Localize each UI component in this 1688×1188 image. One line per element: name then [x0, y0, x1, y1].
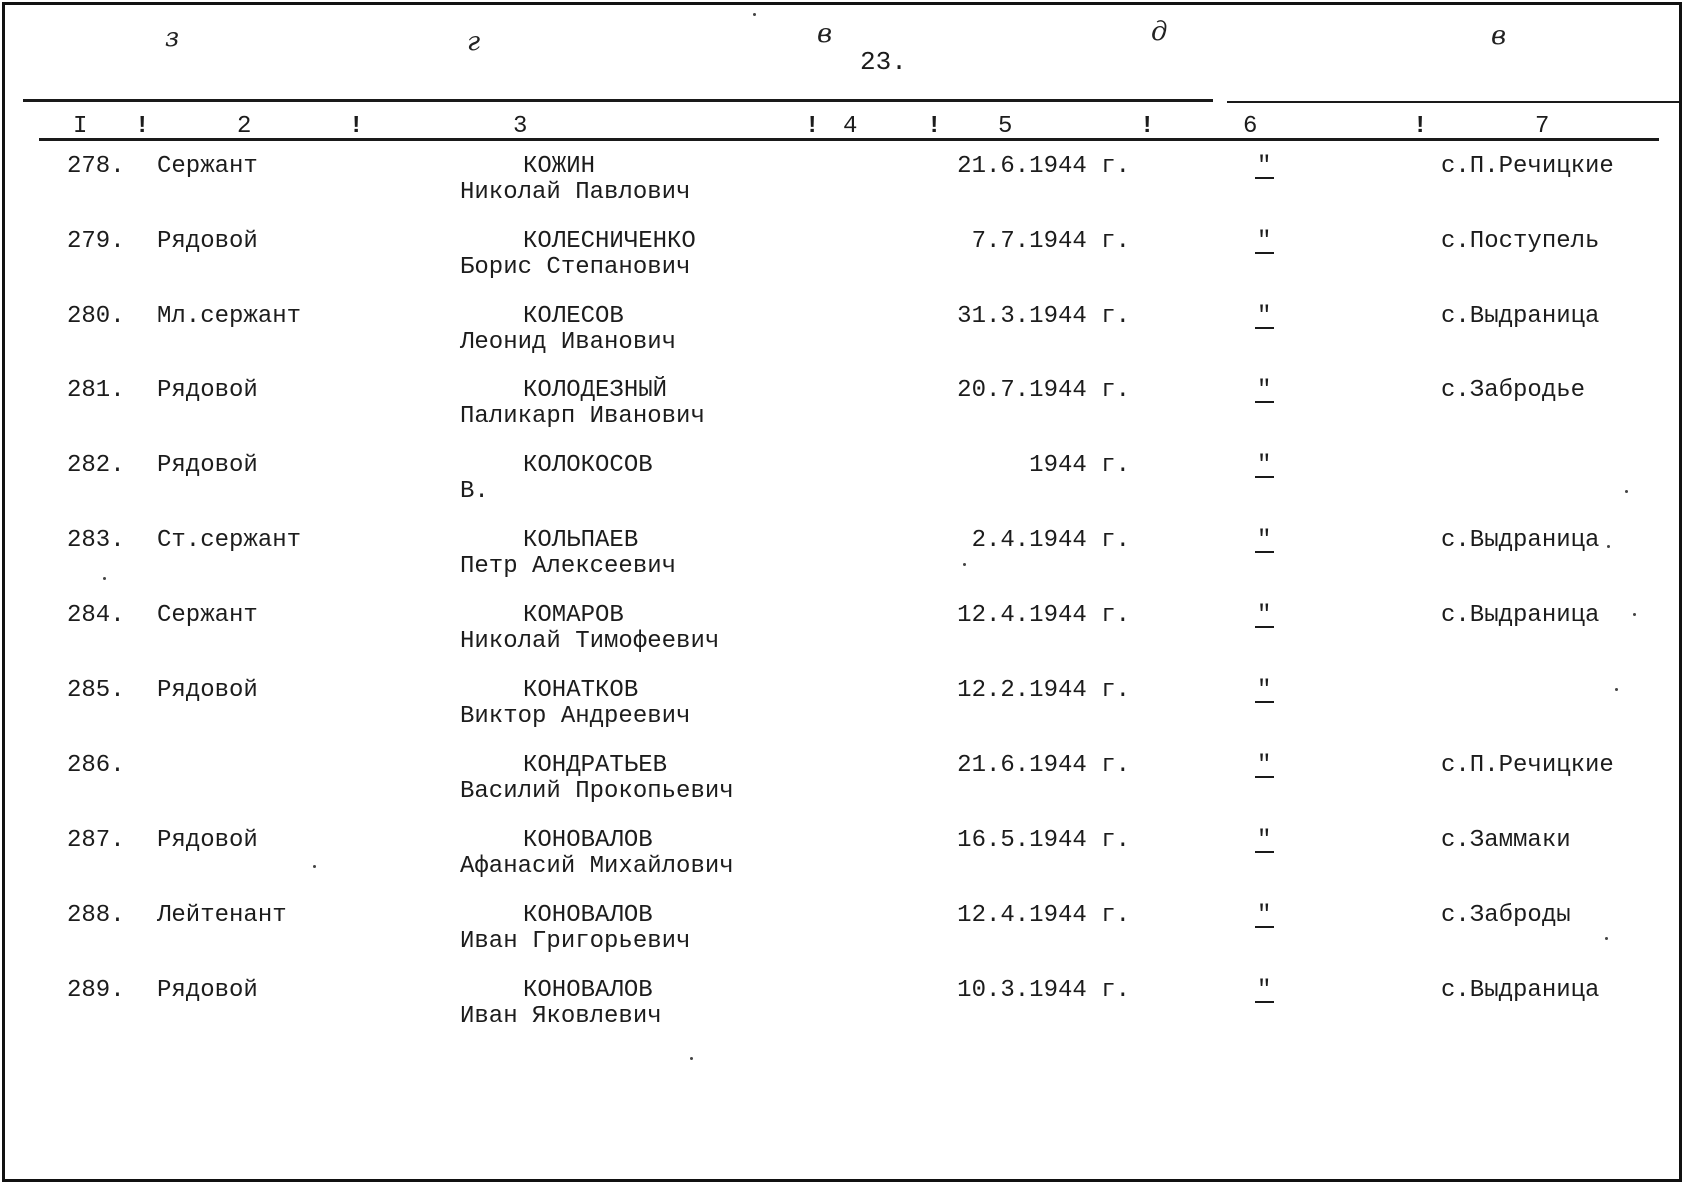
row-number: 282.: [67, 452, 125, 479]
given-name: Николай Павлович: [460, 179, 691, 206]
surname: КОЖИН: [523, 153, 596, 180]
scan-speck: [1607, 545, 1610, 548]
date: 12.2.1944 г.: [957, 677, 1130, 704]
col-separator: !: [1140, 113, 1155, 140]
rank: Рядовой: [157, 977, 258, 1004]
ditto-mark: ": [1257, 902, 1273, 929]
given-name: Борис Степанович: [460, 254, 691, 281]
col-number-3: 3: [513, 113, 528, 140]
ditto-mark: ": [1257, 827, 1273, 854]
place: с.П.Речицкие: [1441, 153, 1614, 180]
given-name: Паликарп Иванович: [460, 403, 705, 430]
ditto-mark: ": [1257, 377, 1273, 404]
place: с.Забродье: [1441, 377, 1586, 404]
row-number: 280.: [67, 303, 125, 330]
date: 10.3.1944 г.: [957, 977, 1130, 1004]
given-name: Николай Тимофеевич: [460, 628, 720, 655]
row-number: 284.: [67, 602, 125, 629]
surname: КОНОВАЛОВ: [523, 902, 653, 929]
table-row: [5, 752, 1682, 822]
table-row: [5, 902, 1682, 972]
handwritten-mark-1: з: [165, 23, 180, 53]
place: с.Заммаки: [1441, 827, 1571, 854]
row-number: 283.: [67, 527, 125, 554]
row-number: 285.: [67, 677, 125, 704]
row-number: 289.: [67, 977, 125, 1004]
table-row: [5, 602, 1682, 672]
row-number: 287.: [67, 827, 125, 854]
place: с.Выдраница: [1441, 527, 1600, 554]
table-row: [5, 677, 1682, 747]
ditto-mark: ": [1257, 977, 1273, 1004]
given-name: Иван Яковлевич: [460, 1003, 662, 1030]
place: с.П.Речицкие: [1441, 752, 1614, 779]
table-row: [5, 977, 1682, 1047]
handwritten-mark-2: г: [467, 27, 481, 57]
given-name: Афанасий Михайлович: [460, 853, 734, 880]
row-number: 281.: [67, 377, 125, 404]
surname: КОНОВАЛОВ: [523, 977, 653, 1004]
header-top-rule-left: [23, 99, 1213, 102]
rank: Сержант: [157, 602, 258, 629]
ditto-mark: ": [1257, 228, 1273, 255]
col-separator: !: [805, 113, 820, 140]
date: 16.5.1944 г.: [957, 827, 1130, 854]
row-number: 278.: [67, 153, 125, 180]
surname: КОНДРАТЬЕВ: [523, 752, 668, 779]
row-number: 288.: [67, 902, 125, 929]
scan-speck: [753, 13, 756, 16]
surname: КОЛЕСНИЧЕНКО: [523, 228, 696, 255]
date: 31.3.1944 г.: [957, 303, 1130, 330]
col-separator: !: [349, 113, 364, 140]
surname: КОЛЕСОВ: [523, 303, 624, 330]
surname: КОЛЬПАЕВ: [523, 527, 639, 554]
given-name: Иван Григорьевич: [460, 928, 691, 955]
place: с.Выдраница: [1441, 977, 1600, 1004]
surname: КОЛОДЕЗНЫЙ: [523, 377, 668, 404]
table-row: [5, 827, 1682, 897]
col-number-2: 2: [237, 113, 252, 140]
ditto-mark: ": [1257, 677, 1273, 704]
rank: Рядовой: [157, 228, 258, 255]
row-number: 286.: [67, 752, 125, 779]
date: 21.6.1944 г.: [957, 752, 1130, 779]
rank: Сержант: [157, 153, 258, 180]
date: 12.4.1944 г.: [957, 902, 1130, 929]
ditto-mark: ": [1257, 752, 1273, 779]
col-number-5: 5: [998, 113, 1013, 140]
rank: Рядовой: [157, 677, 258, 704]
rank: Рядовой: [157, 827, 258, 854]
ditto-mark: ": [1257, 303, 1273, 330]
surname: КОЛОКОСОВ: [523, 452, 653, 479]
col-number-7: 7: [1535, 113, 1550, 140]
ditto-mark: ": [1257, 527, 1273, 554]
rank: Ст.сержант: [157, 527, 302, 554]
rank: Рядовой: [157, 377, 258, 404]
scan-speck: [313, 865, 316, 868]
scan-speck: [1625, 490, 1628, 493]
date: 7.7.1944 г.: [971, 228, 1130, 255]
rank: Рядовой: [157, 452, 258, 479]
scan-speck: [690, 1057, 693, 1060]
handwritten-mark-5: в: [1491, 21, 1507, 51]
place: с.Выдраница: [1441, 602, 1600, 629]
given-name: Виктор Андреевич: [460, 703, 691, 730]
given-name: В.: [460, 478, 489, 505]
table-row: [5, 303, 1682, 373]
given-name: Леонид Иванович: [460, 329, 677, 356]
date: 21.6.1944 г.: [957, 153, 1130, 180]
place: с.Заброды: [1441, 902, 1571, 929]
rank: Лейтенант: [157, 902, 287, 929]
col-number-4: 4: [843, 113, 858, 140]
ditto-mark: ": [1257, 452, 1273, 479]
handwritten-mark-3: в: [817, 19, 833, 49]
surname: КОНОВАЛОВ: [523, 827, 653, 854]
row-number: 279.: [67, 228, 125, 255]
ditto-mark: ": [1257, 602, 1273, 629]
table-row: [5, 527, 1682, 597]
handwritten-mark-4: д: [1151, 17, 1168, 47]
table-row: [5, 228, 1682, 298]
place: с.Поступель: [1441, 228, 1600, 255]
date: 2.4.1944 г.: [971, 527, 1130, 554]
surname: КОНАТКОВ: [523, 677, 639, 704]
given-name: Василий Прокопьевич: [460, 778, 734, 805]
col-separator: !: [135, 113, 150, 140]
scan-speck: [1605, 937, 1608, 940]
col-separator: !: [1413, 113, 1428, 140]
header-top-rule-right: [1227, 101, 1679, 103]
table-row: [5, 377, 1682, 447]
surname: КОМАРОВ: [523, 602, 624, 629]
date: 12.4.1944 г.: [957, 602, 1130, 629]
place: с.Выдраница: [1441, 303, 1600, 330]
col-number-6: 6: [1243, 113, 1258, 140]
scan-speck: [1633, 613, 1636, 616]
ditto-mark: ": [1257, 153, 1273, 180]
table-row: [5, 452, 1682, 522]
col-number-1: I: [73, 113, 88, 140]
scan-speck: [103, 577, 106, 580]
document-page: [2, 2, 1682, 1182]
date: 20.7.1944 г.: [957, 377, 1130, 404]
date: 1944 г.: [1029, 452, 1130, 479]
rank: Мл.сержант: [157, 303, 302, 330]
page-number: 23.: [860, 47, 907, 77]
given-name: Петр Алексеевич: [460, 553, 677, 580]
scan-speck: [1615, 688, 1618, 691]
scan-speck: [963, 563, 966, 566]
table-row: [5, 153, 1682, 223]
col-separator: !: [927, 113, 942, 140]
